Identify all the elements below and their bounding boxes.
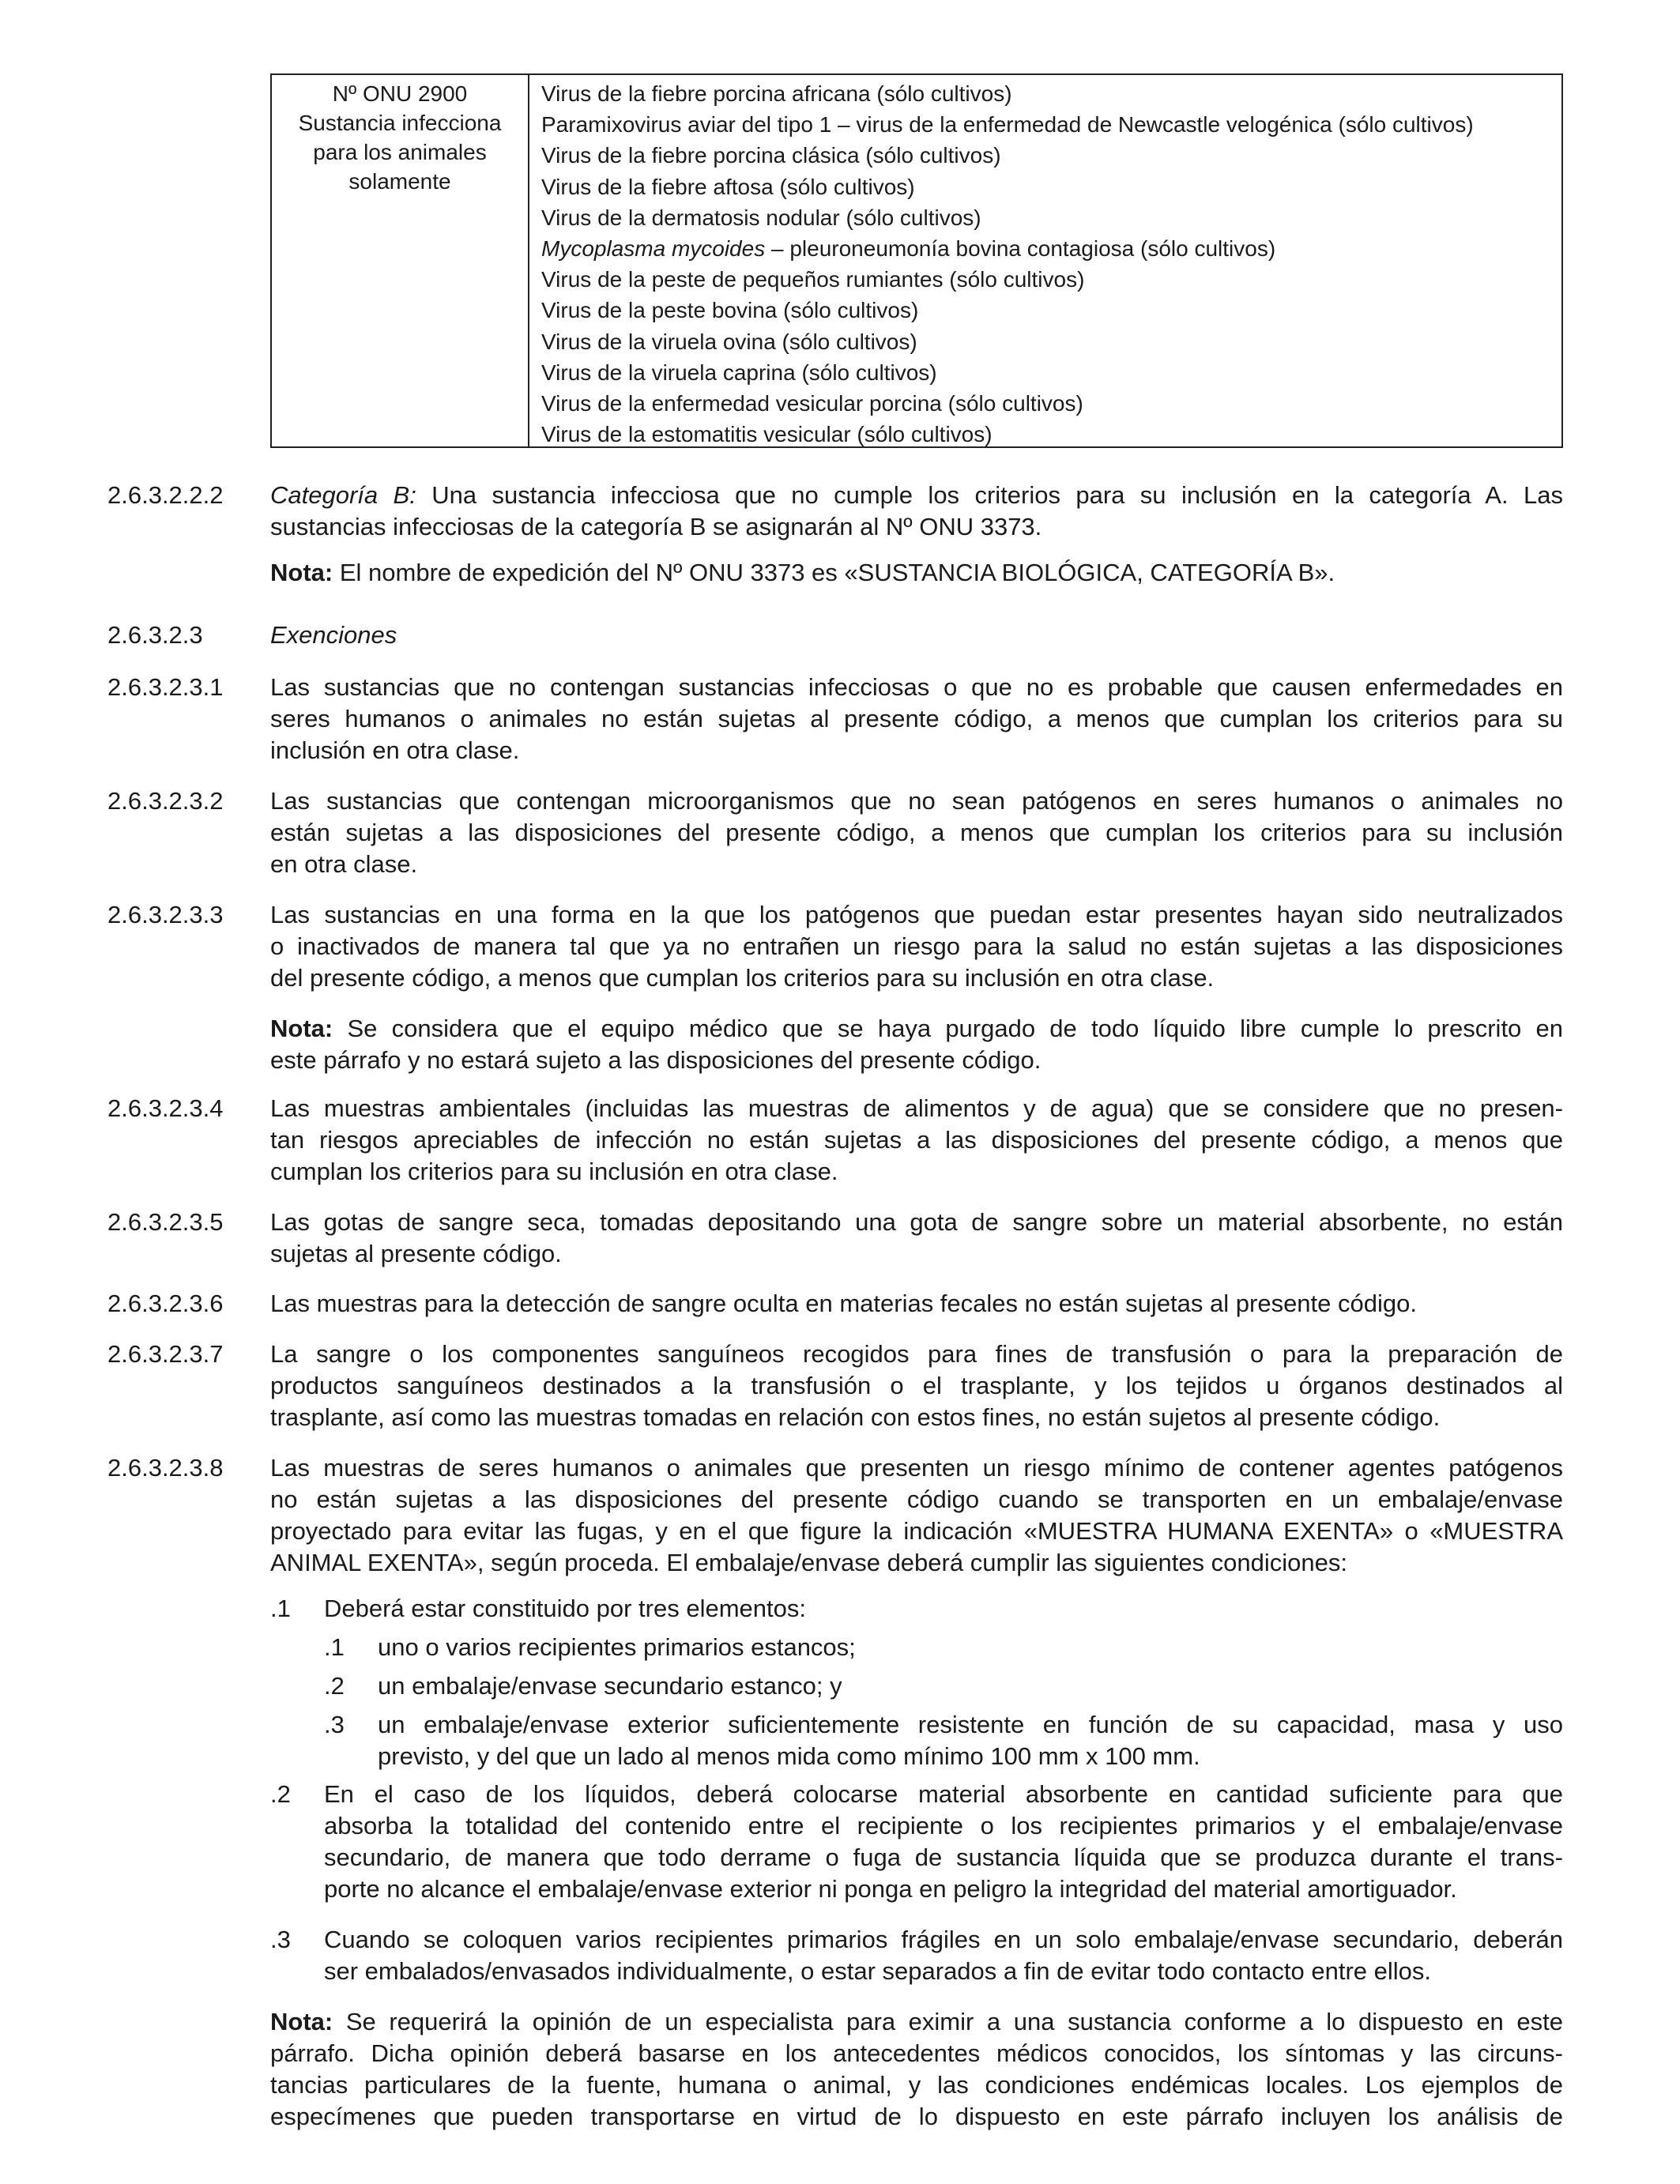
dash: – (765, 236, 790, 262)
note (270, 2006, 1563, 2133)
note (270, 557, 1563, 589)
text-line: previsto, y del que un lado al menos mida como mínimo 100 mm x 100 mm. (378, 1742, 1200, 1770)
text-line: secundario, de manera que todo derrame o fuga de sustancia líquida que se produzca durante el trans- (324, 1843, 1563, 1871)
section-number: 2.6.3.2.2.2 (107, 481, 224, 509)
text-line: ser embalados/envasados individualmente, o estar separados a fin de evitar todo contacto entre ellos. (324, 1957, 1432, 1985)
list-item: Virus de la fiebre porcina clásica (sólo cultivos) (541, 143, 1001, 168)
text-run: Una sustancia infecciosa que no cumple los criterios para su inclusión en la categoría A. Las (431, 481, 1563, 509)
italic-organism-name: Mycoplasma mycoides (541, 236, 766, 262)
sublist-item-text (378, 1709, 1563, 1772)
text-line: inclusión en otra clase. (270, 736, 520, 764)
sublist-item-text (378, 1632, 1563, 1663)
text-line: Las muestras para la detección de sangre oculta en materias fecales no están sujetas al presente código. (270, 1290, 1417, 1317)
list-item: Virus de la viruela ovina (sólo cultivos) (541, 329, 917, 354)
list-item: Virus de la dermatosis nodular (sólo cultivos) (541, 205, 981, 230)
list-item-text (324, 1779, 1563, 1905)
text-line: Las muestras de seres humanos o animales que presenten un riesgo mínimo de contener agentes patógenos (270, 1454, 1563, 1482)
text-line: absorba la totalidad del contenido entre el recipiente o los recipientes primarios y el embalaje/envase (324, 1812, 1563, 1839)
text-line: proyectado para evitar las fugas, y en el que figure la indicación «MUESTRA HUMANA EXENTA» o «MUESTRA (270, 1517, 1563, 1545)
section-number: 2.6.3.2.3.5 (107, 1208, 224, 1236)
text-line: seres humanos o animales no están sujetas al presente código, a menos que cumplan los criterios para su (270, 705, 1563, 732)
section-number: 2.6.3.2.3.8 (107, 1454, 224, 1482)
sublist-item-text (378, 1670, 1563, 1702)
list-item: Virus de la fiebre porcina africana (sólo cultivos) (541, 81, 1012, 106)
text-line: o inactivados de manera tal que ya no entrañen un riesgo para la salud no están sujetas a las disposiciones (270, 932, 1563, 960)
text-line: trasplante, así como las muestras tomadas en relación con estos fines, no están sujetos al presente código. (270, 1403, 1441, 1431)
section-text (270, 1207, 1563, 1270)
text-line: Las sustancias que contengan microorganismos que no sean patógenos en seres humanos o animales no (270, 787, 1563, 815)
section-number: 2.6.3.2.3.6 (107, 1290, 224, 1317)
section-number: 2.6.3.2.3.7 (107, 1340, 224, 1368)
list-item-number: .2 (270, 1780, 291, 1808)
section-number: 2.6.3.2.3.3 (107, 901, 224, 928)
section-title (270, 619, 1563, 651)
list-item: Virus de la peste bovina (sólo cultivos) (541, 298, 919, 323)
table-header-line: solamente (348, 169, 451, 194)
text-line: están sujetas a las disposiciones del presente código, a menos que cumplan los criterios para su inclusión (270, 819, 1563, 846)
text-line: En el caso de los líquidos, deberá colocarse material absorbente en cantidad suficiente para que (324, 1780, 1563, 1808)
text-line: no están sujetas a las disposiciones del presente código cuando se transporten en un embalaje/envase (270, 1485, 1563, 1513)
note-text: El nombre de expedición del Nº ONU 3373 es «SUSTANCIA BIOLÓGICA, CATEGORÍA B». (339, 559, 1335, 586)
table-header-cell (272, 75, 529, 446)
text-line: La sangre o los componentes sanguíneos recogidos para fines de transfusión o para la preparación de (270, 1340, 1563, 1368)
section-text (270, 1288, 1563, 1320)
note (270, 1013, 1563, 1076)
text-line: productos sanguíneos destinados a la transfusión o el trasplante, y los tejidos u órganos destinados al (270, 1372, 1563, 1399)
note-text: Se considera que el equipo médico que se haya purgado de todo líquido libre cumple lo prescrito en (347, 1015, 1563, 1042)
list-item-text (324, 1593, 1563, 1625)
list-item-text (324, 1924, 1563, 1987)
text-line: Las muestras ambientales (incluidas las muestras de alimentos y de agua) que se considere que no presen- (270, 1094, 1563, 1122)
section-text (270, 1452, 1563, 1579)
text-line: ANIMAL EXENTA», según proceda. El embalaje/envase deberá cumplir las siguientes condiciones: (270, 1549, 1348, 1576)
section-text (270, 1093, 1563, 1188)
text-line: en otra clase. (270, 850, 418, 878)
list-item: Paramixovirus aviar del tipo 1 – virus de la enfermedad de Newcastle velogénica (sólo cultivos) (541, 112, 1474, 137)
section-number: 2.6.3.2.3.4 (107, 1094, 224, 1122)
text-line: Cuando se coloquen varios recipientes primarios frágiles en un solo embalaje/envase secundario, deberán (324, 1926, 1563, 1953)
text-line: Las sustancias en una forma en la que los patógenos que puedan estar presentes hayan sido neutralizados (270, 901, 1563, 928)
text-line: párrafo. Dicha opinión deberá basarse en los antecedentes médicos conocidos, los síntomas y las circuns- (270, 2039, 1563, 2067)
text-line: sujetas al presente código. (270, 1240, 562, 1267)
note-label: Nota: (270, 2008, 333, 2035)
list-item-number: .1 (270, 1595, 291, 1622)
list-item: Virus de la fiebre aftosa (sólo cultivos) (541, 174, 915, 199)
list-item-text: pleuroneumonía bovina contagiosa (sólo cultivos) (789, 236, 1276, 262)
text-line (270, 619, 1563, 651)
text-line: cumplan los criterios para su inclusión en otra clase. (270, 1158, 838, 1185)
text-line: uno o varios recipientes primarios estancos; (378, 1633, 856, 1661)
text-line: porte no alcance el embalaje/envase exterior ni ponga en peligro la integridad del material amortiguador. (324, 1875, 1457, 1903)
text-line (270, 2006, 1563, 2038)
text-line: Las sustancias que no contengan sustancias infecciosas o que no es probable que causen enfermedades en (270, 673, 1563, 701)
text-line: este párrafo y no estará sujeto a las disposiciones del presente código. (270, 1046, 1042, 1074)
section-text (270, 899, 1563, 994)
list-item-number: .3 (270, 1926, 291, 1953)
text-line: tancias particulares de la fuente, humana o animal, y las condiciones endémicas locales. Los ejemplos de (270, 2071, 1563, 2099)
text-line: especímenes que pueden transportarse en virtud de lo dispuesto en este párrafo incluyen los análisis de (270, 2103, 1563, 2130)
list-item: Virus de la peste de pequeños rumiantes (sólo cultivos) (541, 267, 1085, 292)
list-item (541, 233, 1561, 264)
section-text (270, 480, 1563, 543)
text-line: un embalaje/envase secundario estanco; y (378, 1672, 842, 1700)
text-line: un embalaje/envase exterior suficientemente resistente en función de su capacidad, masa y uso (378, 1711, 1563, 1738)
list-item: Virus de la enfermedad vesicular porcina (sólo cultivos) (541, 391, 1083, 416)
text-line: del presente código, a menos que cumplan los criterios para su inclusión en otra clase. (270, 964, 1215, 992)
table-header-line: Nº ONU 2900 (332, 81, 468, 106)
text-line (270, 480, 1563, 511)
section-number: 2.6.3.2.3.1 (107, 673, 224, 701)
text-line: tan riesgos apreciables de infección no están sujetas a las disposiciones del presente código, a menos que (270, 1126, 1563, 1154)
sublist-item-number: .3 (324, 1711, 345, 1738)
text-line: Deberá estar constituido por tres elementos: (324, 1595, 806, 1622)
note-label: Nota: (270, 1015, 333, 1042)
section-text (270, 1339, 1563, 1433)
text-line: sustancias infecciosas de la categoría B se asignarán al Nº ONU 3373. (270, 513, 1042, 540)
sublist-item-number: .1 (324, 1633, 345, 1661)
sublist-item-number: .2 (324, 1672, 345, 1700)
section-text (270, 785, 1563, 880)
section-number: 2.6.3.2.3.2 (107, 787, 224, 815)
list-item: Virus de la estomatitis vesicular (sólo cultivos) (541, 422, 993, 447)
text-line (270, 557, 1563, 589)
text-line (270, 1013, 1563, 1045)
section-number: 2.6.3.2.3 (107, 621, 203, 649)
section-text (270, 672, 1563, 766)
title-text: Exenciones (270, 621, 397, 649)
table-header-line: Sustancia infecciona (298, 111, 502, 135)
note-text: Se requerirá la opinión de un especialista para eximir a una sustancia conforme a lo dispuesto en este (345, 2008, 1563, 2035)
list-item: Virus de la viruela caprina (sólo cultivos) (541, 360, 937, 385)
table-header-line: para los animales (313, 140, 487, 164)
text-line: Las gotas de sangre seca, tomadas depositando una gota de sangre sobre un material absorbente, no están (270, 1208, 1563, 1236)
table-list-cell (529, 75, 1561, 446)
category-label: Categoría B: (270, 481, 416, 509)
un2900-table (270, 73, 1563, 448)
note-label: Nota: (270, 559, 333, 586)
